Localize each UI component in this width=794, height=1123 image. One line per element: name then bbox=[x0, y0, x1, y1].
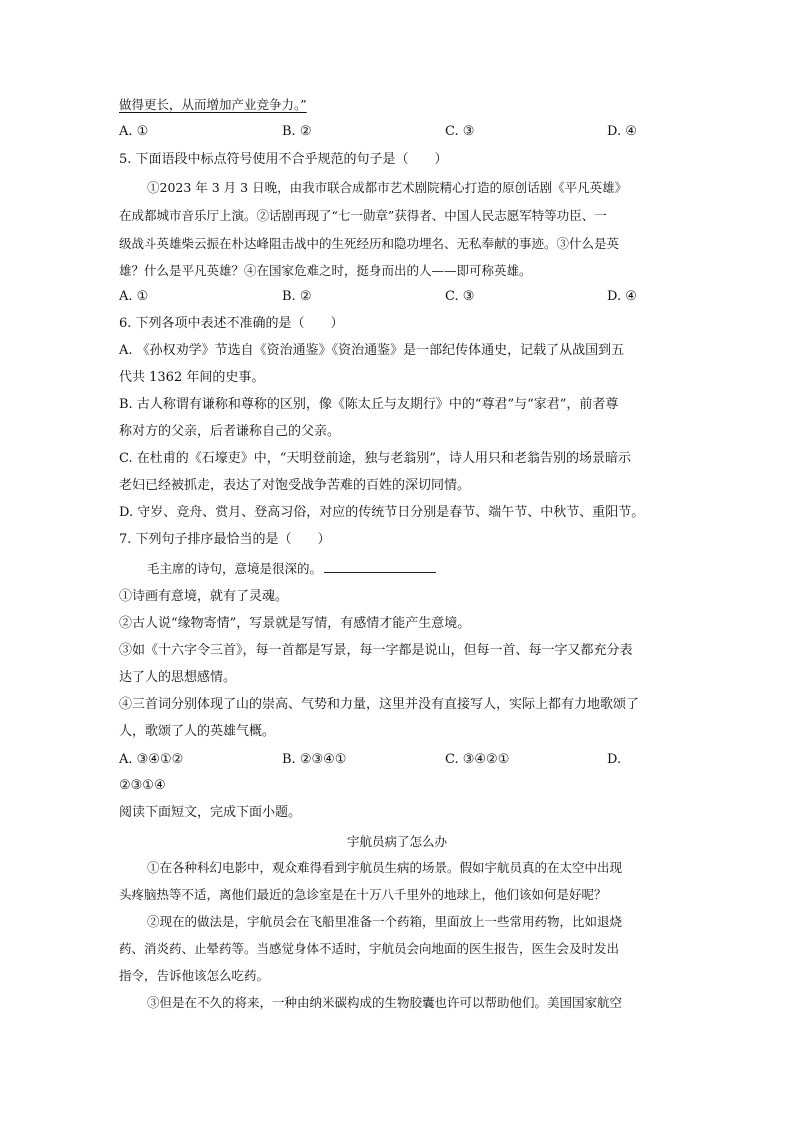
question-5-stem: 5. 下面语段中标点符号使用不合乎规范的句子是（ ） bbox=[119, 152, 448, 167]
passage-line: 头疼脑热等不适，离他们最近的急诊室是在十万八千里外的地球上，他们该如何是好呢？ bbox=[119, 887, 607, 902]
option-b: B. ② bbox=[282, 124, 312, 139]
q5-passage-line: 在成都城市音乐厅上演。②话剧再现了“七一勋章”获得者、中国人民志愿军特等功臣、一 bbox=[119, 208, 607, 223]
q5-option-a: A. ① bbox=[119, 289, 149, 304]
answer-blank bbox=[324, 560, 436, 573]
q7-item: 人，歌颂了人的英雄气概。 bbox=[119, 724, 276, 739]
q5-option-c: C. ③ bbox=[445, 289, 475, 304]
q7-item: ③如《十六字令三首》，每一首都是写景，每一字都是说山，但每一首、每一字又都充分表 bbox=[119, 643, 633, 658]
q7-option-d-text: ②③①④ bbox=[119, 778, 166, 793]
q7-item: ④三首词分别体现了山的崇高、气势和力量，这里并没有直接写人，实际上都有力地歌颂了 bbox=[119, 697, 640, 712]
q5-passage-line: 级战斗英雄柴云振在朴达峰阻击战中的生死经历和隐功埋名、无私奉献的事迹。③什么是英 bbox=[119, 236, 620, 251]
q5-passage-line: ①2023 年 3 月 3 日晚，由我市联合成都市艺术剧院精心打造的原创话剧《平凡英雄》 bbox=[147, 180, 628, 195]
passage-line: ②现在的做法是，宇航员会在飞船里准备一个药箱，里面放上一些常用药物，比如退烧 bbox=[147, 914, 623, 929]
q7-option-d: D. bbox=[607, 752, 622, 767]
continued-line: 做得更长，从而增加产业竞争力。” bbox=[119, 97, 307, 112]
q6-line: 代共 1362 年间的史事。 bbox=[119, 370, 265, 385]
q6-line: 称对方的父亲，后者谦称自己的父亲。 bbox=[119, 424, 341, 439]
q7-lead-text: 毛主席的诗句，意境是很深的。 bbox=[147, 561, 323, 576]
option-c: C. ③ bbox=[445, 124, 475, 139]
passage-title: 宇航员病了怎么办 bbox=[346, 834, 447, 849]
q6-line: A. 《孙权劝学》节选自《资治通鉴》《资治通鉴》是一部纪传体通史，记载了从战国到五 bbox=[119, 343, 625, 358]
passage-line: 指令，告诉他该怎么吃药。 bbox=[119, 968, 270, 983]
q7-option-a: A. ③④①② bbox=[119, 752, 184, 767]
q6-line: B. 古人称谓有谦称和尊称的区别，像《陈太丘与友期行》中的“尊君”与“家君”，前者尊 bbox=[119, 397, 619, 412]
reading-instruction: 阅读下面短文，完成下面小题。 bbox=[119, 805, 302, 820]
passage-line: 药、消炎药、止晕药等。当感觉身体不适时，宇航员会向地面的医生报告，医生会及时发出 bbox=[119, 941, 620, 956]
q6-line: D. 守岁、竞舟、赏月、登高习俗，对应的传统节日分别是春节、端午节、中秋节、重阳节。 bbox=[119, 505, 645, 520]
q7-lead bbox=[147, 560, 436, 578]
q7-item: ②古人说“缘物寄情”，写景就是写情，有感情才能产生意境。 bbox=[119, 616, 471, 631]
q7-item: ①诗画有意境，就有了灵魂。 bbox=[119, 589, 289, 604]
q5-passage-line: 雄？什么是平凡英雄？④在国家危难之时，挺身而出的人——即可称英雄。 bbox=[119, 263, 532, 278]
q6-line: C. 在杜甫的《石壕吏》中，“天明登前途，独与老翁别”，诗人用只和老翁告别的场景暗示 bbox=[119, 451, 632, 466]
option-d: D. ④ bbox=[607, 124, 637, 139]
q7-option-c: C. ③④②① bbox=[445, 752, 510, 767]
passage-line: ①在各种科幻电影中，观众难得看到宇航员生病的场景。假如宇航员真的在太空中出现 bbox=[147, 860, 623, 875]
q5-option-b: B. ② bbox=[282, 289, 312, 304]
q5-option-d: D. ④ bbox=[607, 289, 637, 304]
question-7-stem: 7. 下列句子排序最恰当的是（ ） bbox=[119, 532, 331, 547]
option-a: A. ① bbox=[119, 124, 149, 139]
q7-item: 达了人的思想感情。 bbox=[119, 670, 237, 685]
question-6-stem: 6. 下列各项中表述不准确的是（ ） bbox=[119, 316, 344, 331]
q6-line: 老妇已经被抓走，表达了对饱受战争苦难的百姓的深切同情。 bbox=[119, 478, 471, 493]
passage-line: ③但是在不久的将来，一种由纳米碳构成的生物胶囊也许可以帮助他们。美国国家航空 bbox=[147, 995, 623, 1010]
q7-option-b: B. ②③④① bbox=[282, 752, 347, 767]
